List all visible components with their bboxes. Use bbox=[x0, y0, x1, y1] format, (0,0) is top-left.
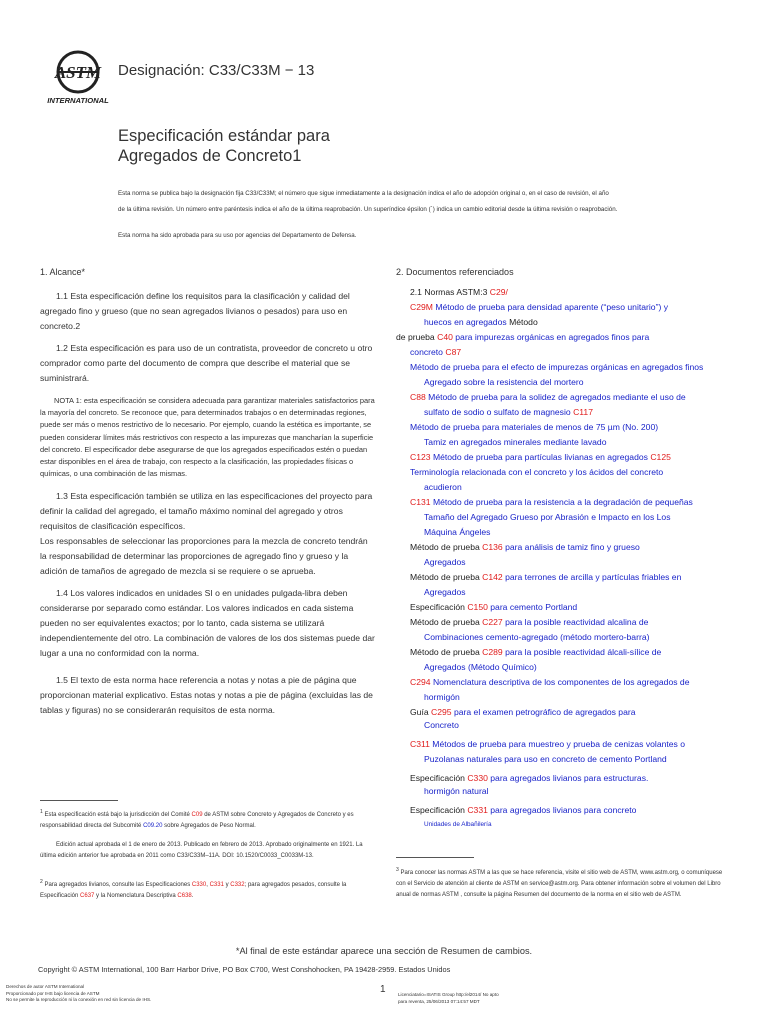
link-c331-fn[interactable]: C331 bbox=[209, 882, 224, 888]
link-c29[interactable]: C29/ bbox=[489, 287, 508, 297]
link-c295[interactable]: C295 bbox=[431, 707, 452, 717]
ref-c87-prefix[interactable]: concreto bbox=[410, 347, 443, 357]
scope-heading: 1. Alcance* bbox=[40, 267, 86, 277]
svg-text:ASTM: ASTM bbox=[54, 63, 102, 82]
link-c227[interactable]: C227 bbox=[482, 617, 503, 627]
footnote-1-text-b: de ASTM sobre Concreto y Agregados de Concreto y es responsabilidad directa del Subcomité bbox=[40, 812, 354, 829]
ref-c289-title-2[interactable]: Agregados (Método Químico) bbox=[424, 662, 537, 672]
ref-c227-prefix: Método de prueba bbox=[410, 617, 480, 627]
page-number: 1 bbox=[380, 984, 386, 995]
ref-c311-title[interactable]: Métodos de prueba para muestreo y prueba de cenizas volantes o bbox=[432, 739, 686, 749]
astm-standards-label bbox=[396, 285, 736, 300]
ref-c311 bbox=[396, 737, 736, 767]
link-c332-fn[interactable]: C332 bbox=[230, 882, 245, 888]
ref-c88 bbox=[396, 390, 736, 420]
footnote-1-text-a: Esta especificación está bajo la jurisdicción del Comité bbox=[44, 812, 190, 818]
link-c311[interactable]: C311 bbox=[410, 739, 430, 749]
link-c289[interactable]: C289 bbox=[482, 647, 503, 657]
ref-c330-title[interactable]: para agregados livianos para estructuras. bbox=[490, 773, 649, 783]
footnote-2-text-c: y la Nomenclatura Descriptiva bbox=[96, 893, 176, 899]
para-1-4: 1.4 Los valores indicados en unidades SI o en unidades pulgada-libra deben considerarse por separado como estándar. Los valores indicados en cada sistema pueden no ser equivalentes exactos; por lo tanto, cada sistema se utilizará independientemente del otro. La combinación de valores de los dos sistemas puede dar lugar a una no conformidad con la norma. bbox=[40, 588, 375, 659]
note-1: NOTA 1: esta especificación se considera adecuada para garantizar materiales satisfactorios para la mayoría del concreto. Se reconoce que, para determinados trabajos o en determinadas regiones, puede ser más o menos restrictivo de lo necesario. Por ejemplo, cuando la estética es importante, se pueden considerar límites más restrictivos con respecto a las impurezas que mancharían la superficie del concreto. El especificador debe asegurarse de que los agregados especificados estén o puedan estar disponibles en el área de trabajo, con respecto a la clasificación, las propiedades físicas o químicas, o una combinación de las mismas. bbox=[40, 396, 375, 479]
ref-c40-prefix: de prueba bbox=[396, 332, 435, 342]
ref-c331-prefix: Especificación bbox=[410, 805, 465, 815]
footnote-3-text-b: obtener información bbox=[595, 881, 649, 887]
intro-paragraph bbox=[118, 186, 688, 218]
ref-c227-title-2[interactable]: Combinaciones cemento-agregado (método mortero-barra) bbox=[424, 632, 650, 642]
ref-c87-title[interactable]: Método de prueba para el efecto de impurezas orgánicas en agregados finos bbox=[410, 362, 704, 372]
link-c117[interactable]: C117 bbox=[573, 407, 593, 417]
footnote-3-number: 3 bbox=[396, 867, 399, 873]
ref-c136-title-2[interactable]: Agregados bbox=[424, 557, 466, 567]
ref-c131-title-2[interactable]: Tamaño del Agregado Grueso por Abrasión e Impacto en los Los bbox=[424, 512, 671, 522]
legal-right bbox=[398, 992, 499, 1005]
ref-c295-prefix: Guía bbox=[410, 707, 429, 717]
legal-left bbox=[6, 984, 151, 1004]
ref-c88-title-2[interactable]: sulfato de sodio o sulfato de magnesio bbox=[424, 407, 571, 417]
link-c330[interactable]: C330 bbox=[467, 773, 488, 783]
ref-c29m bbox=[396, 300, 736, 330]
para-1-2: 1.2 Esta especificación es para uso de un contratista, proveedor de concreto u otro comprador como parte del documento de compra que describe el material que se suministrará. bbox=[40, 343, 373, 383]
title-line-1: Especificación estándar para bbox=[118, 127, 330, 145]
ref-c123-title[interactable]: Método de prueba para partículas livianas en agregados bbox=[432, 452, 648, 462]
ref-c136 bbox=[396, 540, 736, 570]
link-c123[interactable]: C123 bbox=[410, 452, 431, 462]
footnote-1 bbox=[40, 807, 366, 832]
ref-c40 bbox=[396, 330, 736, 360]
ref-c131 bbox=[396, 495, 736, 540]
link-c637-fn[interactable]: C637 bbox=[80, 893, 95, 899]
ref-c136-prefix: Método de prueba bbox=[410, 542, 480, 552]
intro-line-2: de la última revisión. Un número entre paréntesis indica el año de la última reaprobación. Un superíndice épsilon (´) indica un cambio editorial desde la última revisión o reaprobación. bbox=[118, 206, 618, 213]
ref-c142-prefix: Método de prueba bbox=[410, 572, 480, 582]
scope-column bbox=[40, 267, 376, 718]
ref-c117 bbox=[396, 420, 736, 450]
ref-c289 bbox=[396, 645, 736, 675]
ref-c150 bbox=[396, 600, 736, 615]
footnote-3 bbox=[396, 865, 732, 901]
ref-c294-title[interactable]: Nomenclatura descriptiva de los componentes de los agregados de bbox=[432, 677, 690, 687]
ref-c295 bbox=[396, 705, 736, 733]
link-c330-fn[interactable]: C330 bbox=[191, 882, 207, 888]
footnote-3-text-c: sobre el volumen del Libro anual de normas ASTM , consulte la página Resumen del documento de la norma en el sitio web de ASTM. bbox=[396, 881, 721, 898]
legal-left-line-3: No se permite la reproducción ni la conexión en red sin licencia de IHS. bbox=[6, 997, 152, 1002]
ref-c29m-title[interactable]: Método de prueba para densidad aparente (“peso unitario”) y bbox=[435, 302, 668, 312]
legal-left-line-2: Proporcionado por IHS bajo licencia de ASTM bbox=[6, 990, 100, 996]
footnote-3-text-a: Para conocer las normas ASTM a las que se hace referencia, visite el sitio web de ASTM, www.astm.org, o comuníquese con el Servicio de atención al cliente de ASTM en service@astm.org. Para bbox=[396, 870, 723, 887]
ref-c125 bbox=[396, 465, 736, 495]
para-1-3: 1.3 Esta especificación también se utiliza en las especificaciones del proyecto para definir la calidad del agregado, el tamaño máximo nominal del agregado y otros requisitos de clasificación específicos. bbox=[40, 491, 373, 532]
ref-c125-title-2[interactable]: acudieron bbox=[424, 482, 462, 492]
intro-line-1: Esta norma se publica bajo la designación fija C33/C33M; el número que sigue inmediatamente a la designación indica el año de adopción original o, en el caso de revisión, el año bbox=[118, 190, 609, 197]
legal-right-line-1: Licenciatario=ISATIS Group http:/el2014/ No apto bbox=[398, 992, 499, 997]
ref-c227 bbox=[396, 615, 736, 645]
ref-c330-title-2[interactable]: hormigón natural bbox=[424, 786, 489, 796]
ref-c142 bbox=[396, 570, 736, 600]
link-c142[interactable]: C142 bbox=[482, 572, 503, 582]
svg-text:INTERNATIONAL: INTERNATIONAL bbox=[47, 96, 109, 105]
ref-c331-title[interactable]: para agregados livianos para concreto bbox=[490, 805, 637, 815]
footnote-1-text-c: sobre Agregados de Peso Normal. bbox=[164, 823, 256, 829]
link-c09-20[interactable]: C09.20 bbox=[143, 823, 163, 829]
references-heading: 2. Documentos referenciados bbox=[396, 267, 514, 277]
footnote-2-text-a: Para agregados livianos, consulte las Especificaciones bbox=[44, 882, 191, 888]
link-c331[interactable]: C331 bbox=[467, 805, 488, 815]
references-column bbox=[396, 267, 736, 832]
ref-c87 bbox=[396, 360, 736, 390]
link-c88[interactable]: C88 bbox=[410, 392, 426, 402]
ref-c331 bbox=[396, 803, 736, 832]
dod-note: Esta norma ha sido aprobada para su uso por agencias del Departamento de Defensa. bbox=[118, 232, 357, 239]
ref-c150-prefix: Especificación bbox=[410, 602, 465, 612]
ref-c136-title[interactable]: para análisis de tamiz fino y grueso bbox=[505, 542, 640, 552]
link-c150[interactable]: C150 bbox=[467, 602, 488, 612]
footnote-edition: Edición actual aprobada el 1 de enero de 2013. Publicado en febrero de 2013. Aprobado originalmente en 1921. La última edición anterior fue aprobada en 2011 como C33/C33M–11A. DOI: 10.1520/C0033_C0033M-13. bbox=[40, 842, 363, 859]
ref-c29m-title-2[interactable]: huecos en agregados bbox=[424, 317, 507, 327]
ref-c295-title-2[interactable]: Concreto bbox=[424, 720, 459, 730]
summary-of-changes-note: *Al final de este estándar aparece una sección de Resumen de cambios. bbox=[235, 946, 533, 956]
footnote-2: $^2$ Para agregados livianos, consulte las Especificaciones C330, C331 y C332; para agregados pesados, consulte la Especificación C637 y la Nomenclatura Descriptiva C638. bbox=[40, 879, 347, 899]
link-c638-fn[interactable]: C638 bbox=[177, 893, 192, 899]
ref-c29m-title-3: Método bbox=[509, 317, 538, 327]
link-c131[interactable]: C131 bbox=[410, 497, 431, 507]
link-c09[interactable]: C09 bbox=[191, 812, 203, 818]
page-title bbox=[118, 126, 330, 166]
ref-c123 bbox=[396, 450, 736, 465]
link-c87[interactable]: C87 bbox=[445, 347, 462, 357]
link-c29m[interactable]: C29M bbox=[410, 302, 433, 312]
footnote-2-text-b: para agregados pesados, consulte la Especificación bbox=[40, 882, 347, 899]
ref-c117-title[interactable]: Método de prueba para materiales de menos de 75 µm (No. 200) bbox=[410, 422, 659, 432]
astm-standards-text: 2.1 Normas ASTM:3 bbox=[410, 287, 488, 297]
link-c40[interactable]: C40 bbox=[437, 332, 453, 342]
para-1-1: 1.1 Esta especificación define los requisitos para la clasificación y calidad del agregado fino y grueso (que no sean agregados livianos o pesados) para uso en concreto.2 bbox=[40, 291, 350, 331]
ref-c87-title-2[interactable]: Agregado sobre la resistencia del mortero bbox=[424, 377, 584, 387]
ref-c330 bbox=[396, 771, 736, 799]
footnote-1-number: 1 bbox=[40, 809, 43, 815]
ref-c117-title-2[interactable]: Tamiz en agregados minerales mediante lavado bbox=[424, 437, 607, 447]
designation: Designación: C33/C33M − 13 bbox=[118, 62, 315, 79]
footnote-rule-right bbox=[396, 857, 474, 858]
ref-c40-title[interactable]: para impurezas orgánicas en agregados finos para bbox=[455, 332, 650, 342]
ref-c331-title-2[interactable]: Unidades de Albañilería bbox=[424, 821, 492, 828]
link-c125[interactable]: C125 bbox=[650, 452, 671, 462]
legal-right-line-2: para reventa, 25/06/2013 07:14:57 MDT bbox=[398, 998, 480, 1004]
ref-c142-title-2[interactable]: Agregados bbox=[424, 587, 466, 597]
ref-c227-title[interactable]: para la posible reactividad alcalina de bbox=[505, 617, 649, 627]
para-1-3-cont: Los responsables de seleccionar las proporciones para la mezcla de concreto tendrán la responsabilidad de determinar las proporciones de agregado fino y grueso y la adición de tamaños de agregado de mezcla si se requiere o se aprueba. bbox=[40, 536, 368, 577]
copyright: Copyright © ASTM International, 100 Barr Harbor Drive, PO Box C700, West Conshohocken, PA 19428-2959. Estados Unidos bbox=[38, 965, 451, 974]
legal-left-line-1: Derechos de autor ASTM International bbox=[6, 984, 85, 989]
ref-c294-title-2[interactable]: hormigón bbox=[424, 692, 460, 702]
ref-c131-title[interactable]: Método de prueba para la resistencia a la degradación de pequeñas bbox=[432, 497, 693, 507]
ref-c131-title-3[interactable]: Máquina Ángeles bbox=[424, 527, 491, 537]
link-c294[interactable]: C294 bbox=[410, 677, 431, 687]
ref-c330-prefix: Especificación bbox=[410, 773, 465, 783]
footnote-2-number: 2 bbox=[40, 879, 43, 885]
ref-c311-title-2[interactable]: Puzolanas naturales para uso en concreto de cemento Portland bbox=[424, 754, 667, 764]
ref-c125-title[interactable]: Terminología relacionada con el concreto y los ácidos del concreto bbox=[410, 467, 664, 477]
ref-c295-title[interactable]: para el examen petrográfico de agregados para bbox=[453, 707, 636, 717]
ref-c88-title[interactable]: Método de prueba para la solidez de agregados mediante el uso de bbox=[428, 392, 686, 402]
ref-c150-title[interactable]: para cemento Portland bbox=[490, 602, 578, 612]
footnote-rule-left bbox=[40, 800, 118, 801]
ref-c142-title[interactable]: para terrones de arcilla y partículas friables en bbox=[505, 572, 682, 582]
ref-c289-title[interactable]: para la posible reactividad álcali-sílice de bbox=[505, 647, 662, 657]
link-c136[interactable]: C136 bbox=[482, 542, 503, 552]
ref-c289-prefix: Método de prueba bbox=[410, 647, 480, 657]
title-line-2: Agregados de Concreto1 bbox=[118, 147, 302, 165]
ref-c294 bbox=[396, 675, 736, 705]
para-1-5: 1.5 El texto de esta norma hace referencia a notas y notas a pie de página que proporcionan material explicativo. Estas notas y notas a pie de página (excluidas las de tablas y figuras) no se considerarán requisitos de esta norma. bbox=[40, 675, 373, 716]
astm-logo bbox=[44, 48, 112, 106]
